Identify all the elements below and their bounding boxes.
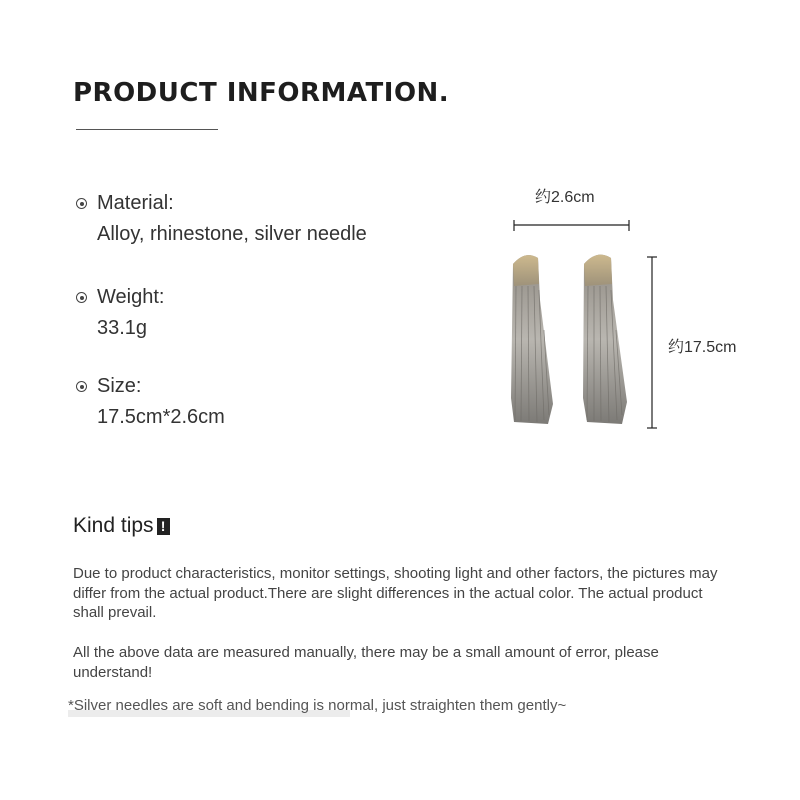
tips-paragraph: Due to product characteristics, monitor settings, shooting light and other factors, the pictures may differ from the actual product.There are slight differences in the actual color. The actual product shall prevail. (73, 565, 718, 621)
width-dimension-line (514, 220, 629, 231)
tassel-earring-image (511, 255, 553, 424)
spec-value: 17.5cm*2.6cm (97, 406, 225, 428)
spec-value: 33.1g (97, 317, 148, 339)
height-dimension-label: 约17.5cm (668, 339, 737, 356)
spec-label: Size: (97, 375, 142, 397)
height-dimension-line (647, 257, 657, 428)
kind-tips-label: Kind tips (73, 514, 154, 537)
spec-label: Material: (97, 192, 174, 214)
spec-value: Alloy, rhinestone, silver needle (97, 223, 367, 245)
page-title: PRODUCT INFORMATION. (73, 78, 450, 108)
spec-label: Weight: (97, 286, 165, 308)
tips-paragraph: All the above data are measured manually, there may be a small amount of error, please understand! (73, 644, 659, 681)
silver-needle-note: *Silver needles are soft and bending is normal, just straighten them gently~ (68, 697, 567, 714)
exclamation-icon: ! (157, 518, 170, 535)
tassel-earring-image (583, 255, 627, 424)
width-dimension-label: 约2.6cm (535, 189, 595, 206)
kind-tips-heading (73, 514, 170, 538)
